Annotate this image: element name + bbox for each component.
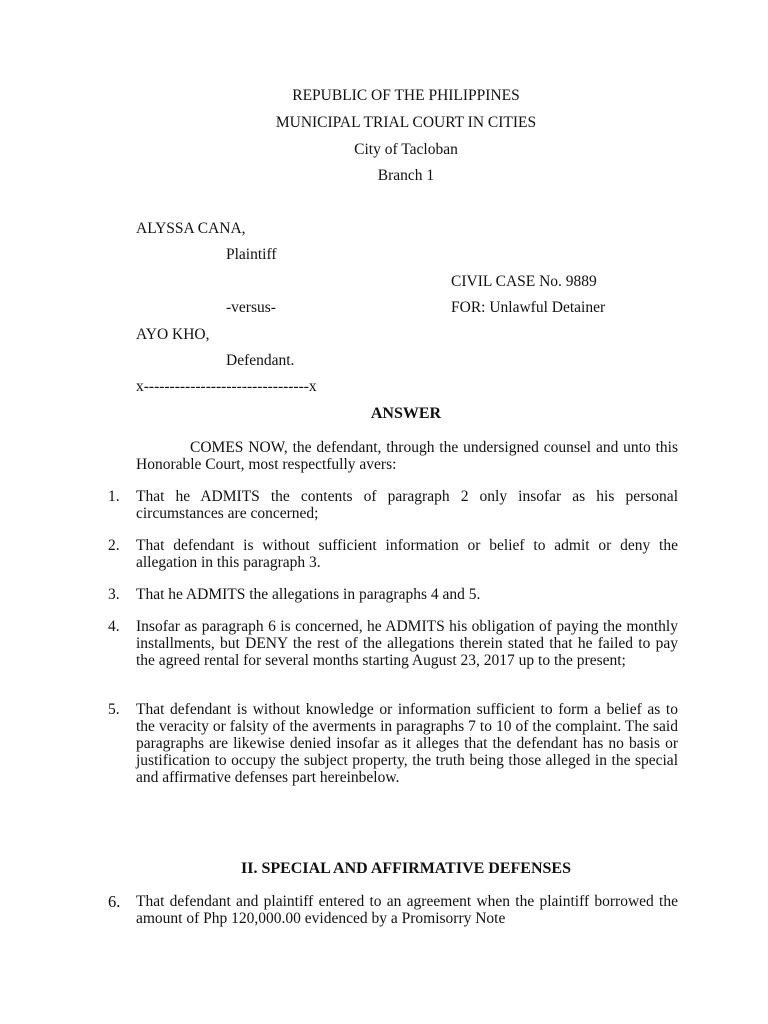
case-nature: FOR: Unlawful Detainer [451,299,606,316]
item-text: That defendant and plaintiff entered to an agreement when the plaintiff borrowed the amount of Php 120,000.00 evidenced by a Promisorry Note [136,893,678,927]
intro-paragraph: COMES NOW, the defendant, through the undersigned counsel and unto this Honorable Court, most respectfully avers: [136,439,678,473]
section-heading: II. SPECIAL AND AFFIRMATIVE DEFENSES [241,860,571,877]
item-number: 3. [108,586,120,603]
item-text: That he ADMITS the allegations in paragraphs 4 and 5. [136,586,481,603]
case-number: CIVIL CASE No. 9889 [451,273,597,290]
item-text: That defendant is without sufficient information or belief to admit or deny the allegation in this paragraph 3. [136,537,678,571]
item-text: That he ADMITS the contents of paragraph 2 only insofar as his personal circumstances are concerned; [136,488,678,522]
defendant-name: AYO KHO, [136,326,210,343]
header-city: City of Tacloban [354,141,458,158]
item-text: That defendant is without knowledge or information sufficient to form a belief as to the veracity or falsity of the averments in paragraphs 7 to 10 of the complaint. The said paragraphs are likewise denied insofar as it alleges that the defendant has no basis or justification to occupy the subject property, the truth being those alleged in the special and affirmative defenses part hereinbelow. [136,701,678,786]
item-number: 5. [108,701,120,718]
item-number: 4. [108,618,120,635]
document-title: ANSWER [370,405,442,422]
plaintiff-name: ALYSSA CANA, [136,220,246,237]
header-branch: Branch 1 [377,167,435,184]
defendant-role: Defendant. [226,352,295,369]
item-number: 1. [108,488,120,505]
item-number: 2. [108,537,120,554]
item-number: 6. [108,892,121,911]
header-republic: REPUBLIC OF THE PHILIPPINES [292,87,520,104]
plaintiff-role: Plaintiff [226,246,277,263]
versus-label: -versus- [226,299,276,316]
header-court: MUNICIPAL TRIAL COURT IN CITIES [275,114,537,131]
caption-separator: x--------------------------------x [136,378,317,395]
item-text: Insofar as paragraph 6 is concerned, he ADMITS his obligation of paying the monthly installments, but DENY the rest of the allegations therein stated that he failed to pay the agreed rental for several months starting August 23, 2017 up to the present; [136,618,678,669]
